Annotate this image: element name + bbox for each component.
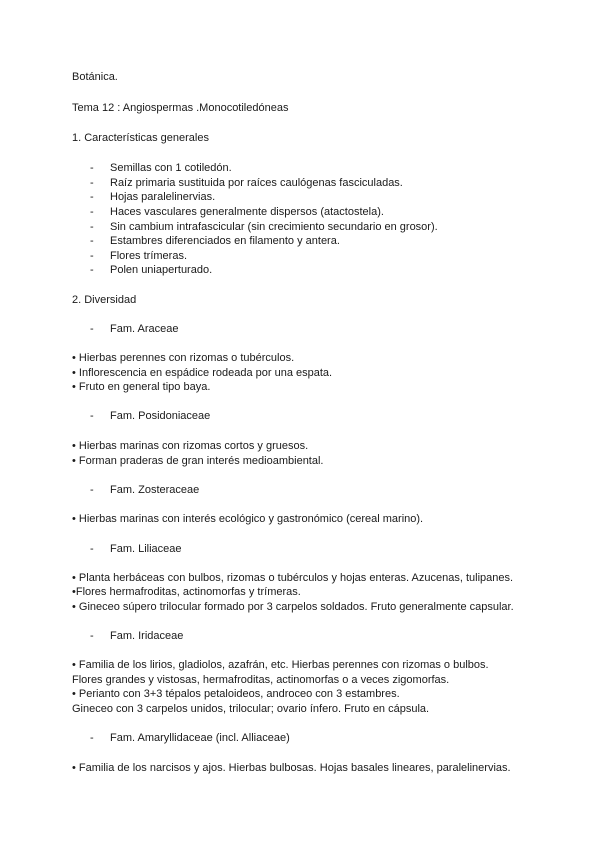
family-line: • Familia de los narcisos y ajos. Hierbas bulbosas. Hojas basales lineares, paralelinervias. [72, 762, 511, 774]
list-item: - Flores trímeras. [90, 250, 188, 262]
list-item: - Polen uniaperturado. [90, 264, 213, 276]
doc-title: Botánica. [72, 71, 118, 83]
section-2-heading: 2. Diversidad [72, 294, 137, 306]
list-item: - Raíz primaria sustituida por raíces caulógenas fasciculadas. [90, 177, 403, 189]
family-zosteraceae-heading: - Fam. Zosteraceae [90, 484, 200, 496]
family-line: • Familia de los lirios, gladiolos, azafrán, etc. Hierbas perennes con rizomas o bulbos. [72, 659, 489, 671]
family-line: • Gineceo súpero trilocular formado por 3 carpelos soldados. Fruto generalmente capsular. [72, 601, 514, 613]
family-iridaceae-heading: - Fam. Iridaceae [90, 630, 184, 642]
list-item: - Estambres diferenciados en filamento y antera. [90, 235, 340, 247]
list-item: - Semillas con 1 cotiledón. [90, 162, 232, 174]
section-1-heading: 1. Características generales [72, 132, 209, 144]
family-line: • Hierbas marinas con interés ecológico y gastronómico (cereal marino). [72, 513, 424, 525]
family-line: • Planta herbáceas con bulbos, rizomas o tubérculos y hojas enteras. Azucenas, tulipanes. [72, 572, 514, 584]
family-line: • Hierbas perennes con rizomas o tubérculos. [72, 352, 295, 364]
list-item: - Hojas paralelinervias. [90, 191, 216, 203]
list-item: - Sin cambium intrafascicular (sin crecimiento secundario en grosor). [90, 221, 438, 233]
family-line: •Flores hermafroditas, actinomorfas y trímeras. [72, 586, 301, 598]
family-amaryllidaceae-heading: - Fam. Amaryllidaceae (incl. Alliaceae) [90, 732, 290, 744]
family-liliaceae-heading: - Fam. Liliaceae [90, 543, 182, 555]
family-line: • Hierbas marinas con rizomas cortos y gruesos. [72, 440, 309, 452]
family-line: Gineceo con 3 carpelos unidos, trilocular; ovario ínfero. Fruto en cápsula. [72, 703, 430, 715]
family-line: • Perianto con 3+3 tépalos petaloideos, androceo con 3 estambres. [72, 688, 400, 700]
family-line: • Forman praderas de gran interés medioambiental. [72, 455, 324, 467]
list-item: - Haces vasculares generalmente dispersos (atactostela). [90, 206, 384, 218]
family-line: • Fruto en general tipo baya. [72, 381, 211, 393]
tema-heading: Tema 12 : Angiospermas .Monocotiledóneas [72, 102, 289, 114]
family-araceae-heading: - Fam. Araceae [90, 323, 179, 335]
family-posidoniaceae-heading: - Fam. Posidoniaceae [90, 410, 211, 422]
family-line: Flores grandes y vistosas, hermafroditas, actinomorfas o a veces zigomorfas. [72, 674, 450, 686]
family-line: • Inflorescencia en espádice rodeada por una espata. [72, 367, 333, 379]
